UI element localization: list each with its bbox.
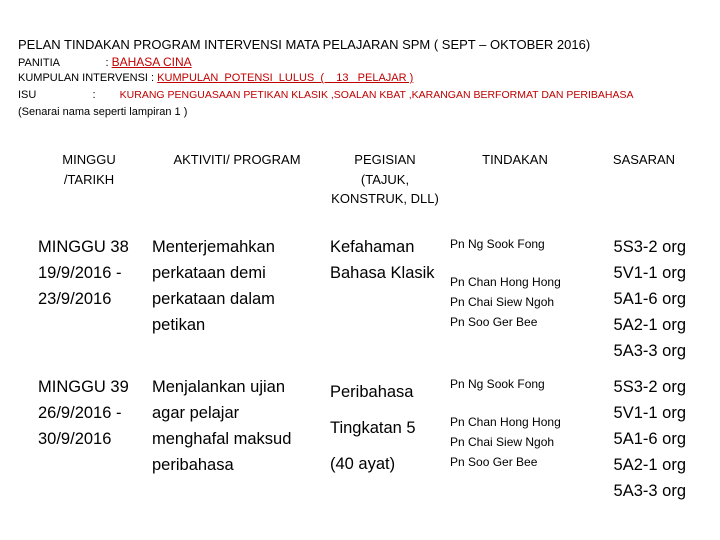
sasaran-line: 5A2-1 org bbox=[613, 456, 686, 474]
header-pegisian-line3: KONSTRUK, DLL) bbox=[331, 191, 439, 206]
pegisian-line: (40 ayat) bbox=[330, 455, 396, 473]
tindakan-member: Pn Chan Hong Hong bbox=[450, 415, 561, 429]
tindakan-lead: Pn Ng Sook Fong bbox=[450, 237, 545, 251]
header-pegisian-line2: (TAJUK, bbox=[360, 171, 410, 187]
panitia-line bbox=[18, 55, 192, 69]
pegisian-line: Kefahaman bbox=[330, 238, 415, 256]
cell-aktiviti bbox=[148, 220, 326, 364]
aktiviti-line: perkataan demi bbox=[152, 264, 266, 282]
header-pegisian bbox=[326, 140, 444, 220]
kumpulan-value: KUMPULAN POTENSI LULUS ( 13 PELAJAR ) bbox=[157, 72, 414, 84]
header-tindakan bbox=[444, 140, 586, 220]
tindakan-lead: Pn Ng Sook Fong bbox=[450, 377, 545, 391]
sasaran-line: 5A1-6 org bbox=[613, 430, 686, 448]
panitia-sep: : bbox=[105, 57, 109, 69]
isu-line bbox=[18, 89, 634, 101]
minggu-week: MINGGU 39 bbox=[38, 378, 129, 396]
tindakan-member: Pn Soo Ger Bee bbox=[450, 455, 538, 469]
table-header-row bbox=[30, 140, 702, 220]
aktiviti-line: peribahasa bbox=[152, 456, 234, 474]
kumpulan-label: KUMPULAN INTERVENSI : bbox=[18, 72, 155, 84]
isu-value: KURANG PENGUASAAN PETIKAN KLASIK ,SOALAN KBAT ,KARANGAN BERFORMAT DAN PERIBAHASA bbox=[119, 89, 634, 101]
table-row bbox=[30, 364, 702, 504]
header-aktiviti bbox=[148, 140, 326, 220]
cell-minggu bbox=[30, 364, 148, 504]
header-minggu-line2: /TARIKH bbox=[63, 171, 115, 187]
sasaran-line: 5S3-2 org bbox=[613, 378, 686, 396]
sasaran-line: 5A2-1 org bbox=[613, 316, 686, 334]
header-aktiviti-line1: AKTIVITI/ PROGRAM bbox=[173, 152, 301, 167]
note-line: (Senarai nama seperti lampiran 1 ) bbox=[18, 106, 188, 118]
panitia-value: BAHASA CINA bbox=[111, 55, 192, 69]
sasaran-line: 5A3-3 org bbox=[613, 342, 686, 360]
header-minggu bbox=[30, 140, 148, 220]
pegisian-line: Bahasa Klasik bbox=[330, 264, 435, 282]
table-row bbox=[30, 220, 702, 364]
aktiviti-line: petikan bbox=[152, 316, 206, 334]
header-sasaran bbox=[586, 140, 702, 220]
cell-tindakan bbox=[444, 364, 586, 504]
aktiviti-line: menghafal maksud bbox=[152, 430, 292, 448]
tindakan-member: Pn Chai Siew Ngoh bbox=[450, 295, 555, 309]
tindakan-member: Pn Chan Hong Hong bbox=[450, 275, 561, 289]
header-minggu-line1: MINGGU bbox=[62, 152, 116, 167]
intervention-table bbox=[30, 140, 702, 504]
sasaran-line: 5V1-1 org bbox=[613, 404, 686, 422]
cell-tindakan bbox=[444, 220, 586, 364]
pegisian-line: Tingkatan 5 bbox=[330, 419, 416, 437]
cell-pegisian bbox=[326, 364, 444, 504]
aktiviti-line: Menjalankan ujian bbox=[152, 378, 286, 396]
tindakan-member: Pn Soo Ger Bee bbox=[450, 315, 538, 329]
kumpulan-line bbox=[18, 72, 413, 84]
cell-aktiviti bbox=[148, 364, 326, 504]
header-tindakan-line1: TINDAKAN bbox=[482, 152, 548, 167]
minggu-end: 30/9/2016 bbox=[38, 430, 112, 448]
pegisian-line: Peribahasa bbox=[330, 383, 414, 401]
minggu-start: 26/9/2016 - bbox=[38, 404, 122, 422]
sasaran-line: 5A3-3 org bbox=[613, 482, 686, 500]
sasaran-line: 5S3-2 org bbox=[613, 238, 686, 256]
cell-minggu bbox=[30, 220, 148, 364]
aktiviti-line: Menterjemahkan bbox=[152, 238, 275, 256]
document-title: PELAN TINDAKAN PROGRAM INTERVENSI MATA PELAJARAN SPM ( SEPT – OKTOBER 2016) bbox=[18, 37, 591, 52]
aktiviti-line: perkataan dalam bbox=[152, 290, 275, 308]
minggu-week: MINGGU 38 bbox=[38, 238, 129, 256]
cell-sasaran bbox=[586, 364, 702, 504]
header-pegisian-line1: PEGISIAN bbox=[354, 152, 416, 167]
isu-sep: : bbox=[92, 89, 96, 101]
cell-pegisian bbox=[326, 220, 444, 364]
cell-sasaran bbox=[586, 220, 702, 364]
tindakan-member: Pn Chai Siew Ngoh bbox=[450, 435, 555, 449]
aktiviti-line: agar pelajar bbox=[152, 404, 240, 422]
isu-label: ISU bbox=[18, 89, 37, 101]
minggu-start: 19/9/2016 - bbox=[38, 264, 122, 282]
minggu-end: 23/9/2016 bbox=[38, 290, 112, 308]
header-sasaran-line1: SASARAN bbox=[612, 152, 676, 167]
sasaran-line: 5V1-1 org bbox=[613, 264, 686, 282]
panitia-label: PANITIA bbox=[18, 57, 60, 69]
sasaran-line: 5A1-6 org bbox=[613, 290, 686, 308]
